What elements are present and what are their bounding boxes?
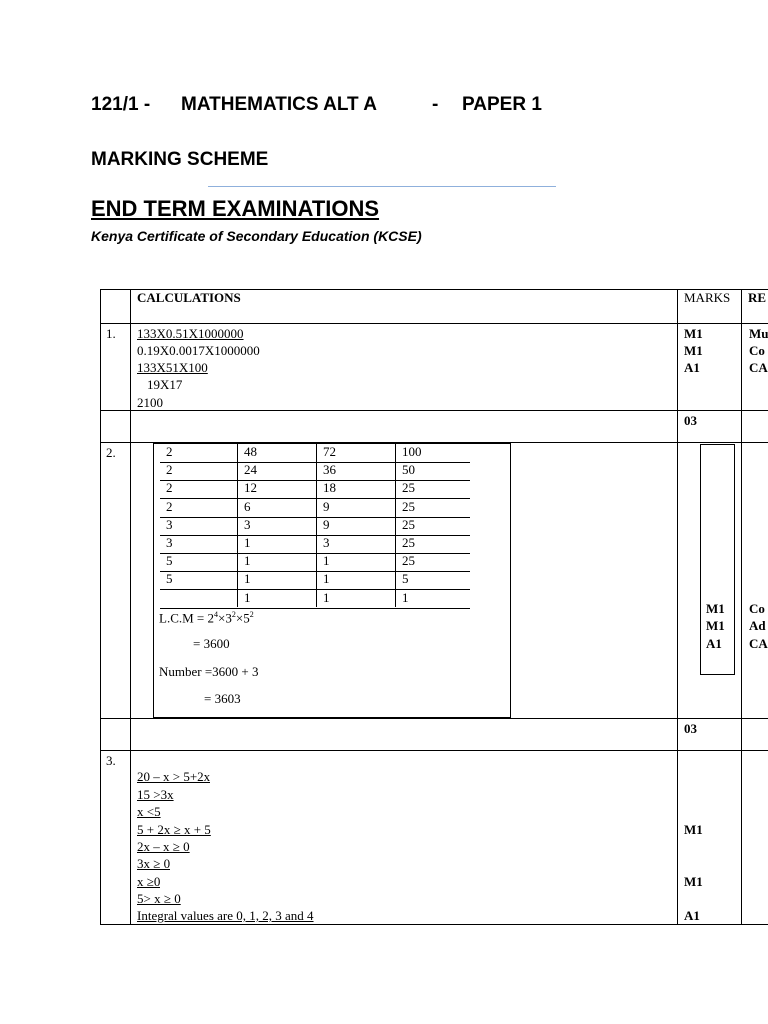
header-calculations: CALCULATIONS [137,290,241,305]
lcm-cell: 2 [166,498,173,514]
lcm-row [160,462,470,481]
lcm-cell: 2 [166,480,173,496]
q1-remark: CA [749,360,768,375]
lcm-cell: 3 [323,535,330,550]
q2-remark: Ad [749,618,766,633]
q1-mark: M1 [684,326,703,341]
lcm-cell: 2 [166,444,173,459]
q2-total: 03 [684,721,697,736]
lcm-cell: 72 [323,444,336,459]
q3-line: 15 >3x [137,787,174,802]
q3-line: Integral values are 0, 1, 2, 3 and 4 [137,908,314,923]
q1-mark: A1 [684,360,700,375]
lcm-cell: 1 [244,553,251,569]
q2-mark: A1 [706,636,722,651]
lcm-row [160,499,470,518]
number-calculation: Number =3600 + 3 [159,664,259,679]
q1-remark: Mu [749,326,768,341]
q2-mark: M1 [706,601,725,616]
header-remarks: RE [748,290,767,305]
q1-line: 2100 [137,395,163,410]
lcm-cell: 5 [166,571,173,587]
lcm-cell: 1 [323,553,330,569]
lcm-value: = 3600 [193,636,230,651]
q1-line: 133X0.51X1000000 [137,326,244,341]
lcm-cell: 25 [402,480,415,496]
lcm-cell: 36 [323,462,336,478]
row-divider [100,323,768,324]
lcm-row [160,480,470,499]
row-divider [100,718,768,719]
q1-mark: M1 [684,343,703,358]
lcm-cell: 2 [166,462,173,478]
q2-remark: Co [749,601,765,616]
q1-total: 03 [684,413,697,428]
q1-line: 133X51X100 [137,360,208,375]
q3-line: 3x ≥ 0 [137,856,171,871]
q1-remark: Co [749,343,765,358]
marking-scheme-heading: MARKING SCHEME [91,149,269,170]
lcm-cell: 6 [244,498,251,514]
column-divider [130,289,131,925]
lcm-cell: 24 [244,462,257,478]
lcm-cell: 12 [244,480,257,496]
lcm-expression: $L.C.M = 2^4\times 3^2\times 5^2$ [159,610,254,626]
q2-remark: CA [749,636,768,651]
lcm-cell: 25 [402,553,415,569]
lcm-cell: 1 [244,589,251,605]
exam-subtitle: Kenya Certificate of Secondary Education (KCSE) [91,228,422,244]
lcm-row [160,517,470,536]
lcm-cell: 9 [323,498,330,514]
lcm-cell: 5 [166,553,173,569]
q3-line: x <5 [137,804,161,819]
title-dash: - [432,94,439,115]
row-divider [100,750,768,751]
paper-code: 121/1 - [91,94,151,115]
lcm-cell: 48 [244,444,257,459]
lcm-cell: 3 [166,535,173,550]
lcm-cell: 1 [402,589,409,605]
q3-line: 20 – x > 5+2x [137,769,211,784]
lcm-cell: 3 [244,516,251,532]
q1-number: 1. [106,326,116,341]
q1-line: 19X17 [147,377,183,392]
lcm-cell: 1 [244,571,251,587]
q3-mark: M1 [684,822,703,837]
lcm-cell: 100 [402,444,422,459]
row-divider [100,410,768,411]
q2-number: 2. [106,445,116,460]
lcm-cell: 1 [323,571,330,587]
lcm-cell: 3 [166,516,173,532]
header-marks: MARKS [684,290,731,305]
lcm-cell: 25 [402,516,415,532]
q1-line: 0.19X0.0017X1000000 [137,343,260,358]
column-divider [677,289,678,925]
lcm-row [160,444,470,463]
q2-mark: M1 [706,618,725,633]
lcm-cell: 1 [244,535,251,550]
lcm-cell: 5 [402,571,409,587]
decorative-divider [208,186,556,187]
exam-title: END TERM EXAMINATIONS [91,196,380,221]
q3-number: 3. [106,753,116,768]
column-divider [741,289,742,925]
paper-number: PAPER 1 [462,94,542,115]
lcm-cell: 25 [402,535,415,550]
lcm-cell: 18 [323,480,336,496]
lcm-row [160,535,470,554]
number-result: = 3603 [204,691,241,706]
q3-mark: A1 [684,908,700,923]
lcm-row [160,553,470,572]
q3-line: 5 + 2x ≥ x + 5 [137,822,211,837]
lcm-cell: 25 [402,498,415,514]
lcm-cell: 1 [323,589,330,605]
lcm-cell: 50 [402,462,415,478]
q3-line: x ≥0 [137,874,161,889]
subject-title: MATHEMATICS ALT A [181,94,377,115]
q3-line: 2x – x ≥ 0 [137,839,190,854]
q3-line: 5> x ≥ 0 [137,891,181,906]
lcm-row [160,571,470,590]
table-border-left [100,289,101,925]
q3-mark: M1 [684,874,703,889]
lcm-cell: 9 [323,516,330,532]
